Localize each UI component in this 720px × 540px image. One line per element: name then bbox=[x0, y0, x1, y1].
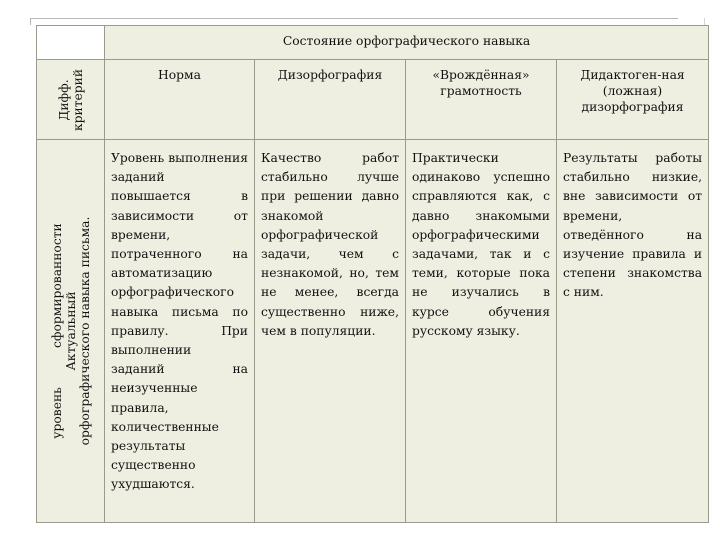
body-row bbox=[37, 140, 709, 523]
header-row bbox=[37, 60, 709, 140]
row-label-cell bbox=[37, 140, 105, 523]
criterion-header-cell bbox=[37, 60, 105, 140]
cell-norm: Уровень выполнения заданий повышается в зависимости от времени, потраченного на автоматизацию орфографического навыка письма по правилу. При выполнении заданий на неизученные правила, количественные результаты существенно ухудшаются. bbox=[105, 140, 255, 523]
column-header-didactogenic: Дидактоген-ная (ложная) дизорфография bbox=[557, 60, 709, 140]
decor-line-top bbox=[30, 18, 678, 19]
row-label-line-2: Актуальный bbox=[63, 291, 78, 371]
title-row bbox=[37, 26, 709, 60]
decor-line-tick bbox=[30, 19, 31, 25]
column-header-dysorthography: Дизорфография bbox=[255, 60, 406, 140]
cell-innate-literacy: Практически одинаково успешно справляются как, с давно знакомыми орфографическими задачами, так и с теми, которые пока не изучались в курсе обучения русскому языку. bbox=[406, 140, 557, 523]
row-label-line-1: уровень сформированности bbox=[49, 223, 64, 439]
cell-dysorthography: Качество работ стабильно лучше при решении давно знакомой орфографической задачи, чем с незнакомой, но, тем не менее, всегда существенно ниже, чем в популяции. bbox=[255, 140, 406, 523]
row-label bbox=[50, 217, 92, 446]
column-header-norm: Норма bbox=[105, 60, 255, 140]
criterion-label-line-2: критерий bbox=[70, 68, 85, 131]
spelling-skill-table bbox=[36, 25, 709, 523]
row-label-line-3: орфографического навыка письма. bbox=[77, 216, 92, 446]
corner-cell bbox=[37, 26, 105, 60]
criterion-label bbox=[57, 68, 85, 130]
table-title: Состояние орфографического навыка bbox=[105, 26, 709, 60]
cell-didactogenic: Результаты работы стабильно низкие, вне зависимости от времени, отведённого на изучение правила и степени знакомства с ним. bbox=[557, 140, 709, 523]
column-header-innate-literacy: «Врождённая» грамотность bbox=[406, 60, 557, 140]
criterion-label-line-1: Дифф. bbox=[56, 78, 71, 121]
